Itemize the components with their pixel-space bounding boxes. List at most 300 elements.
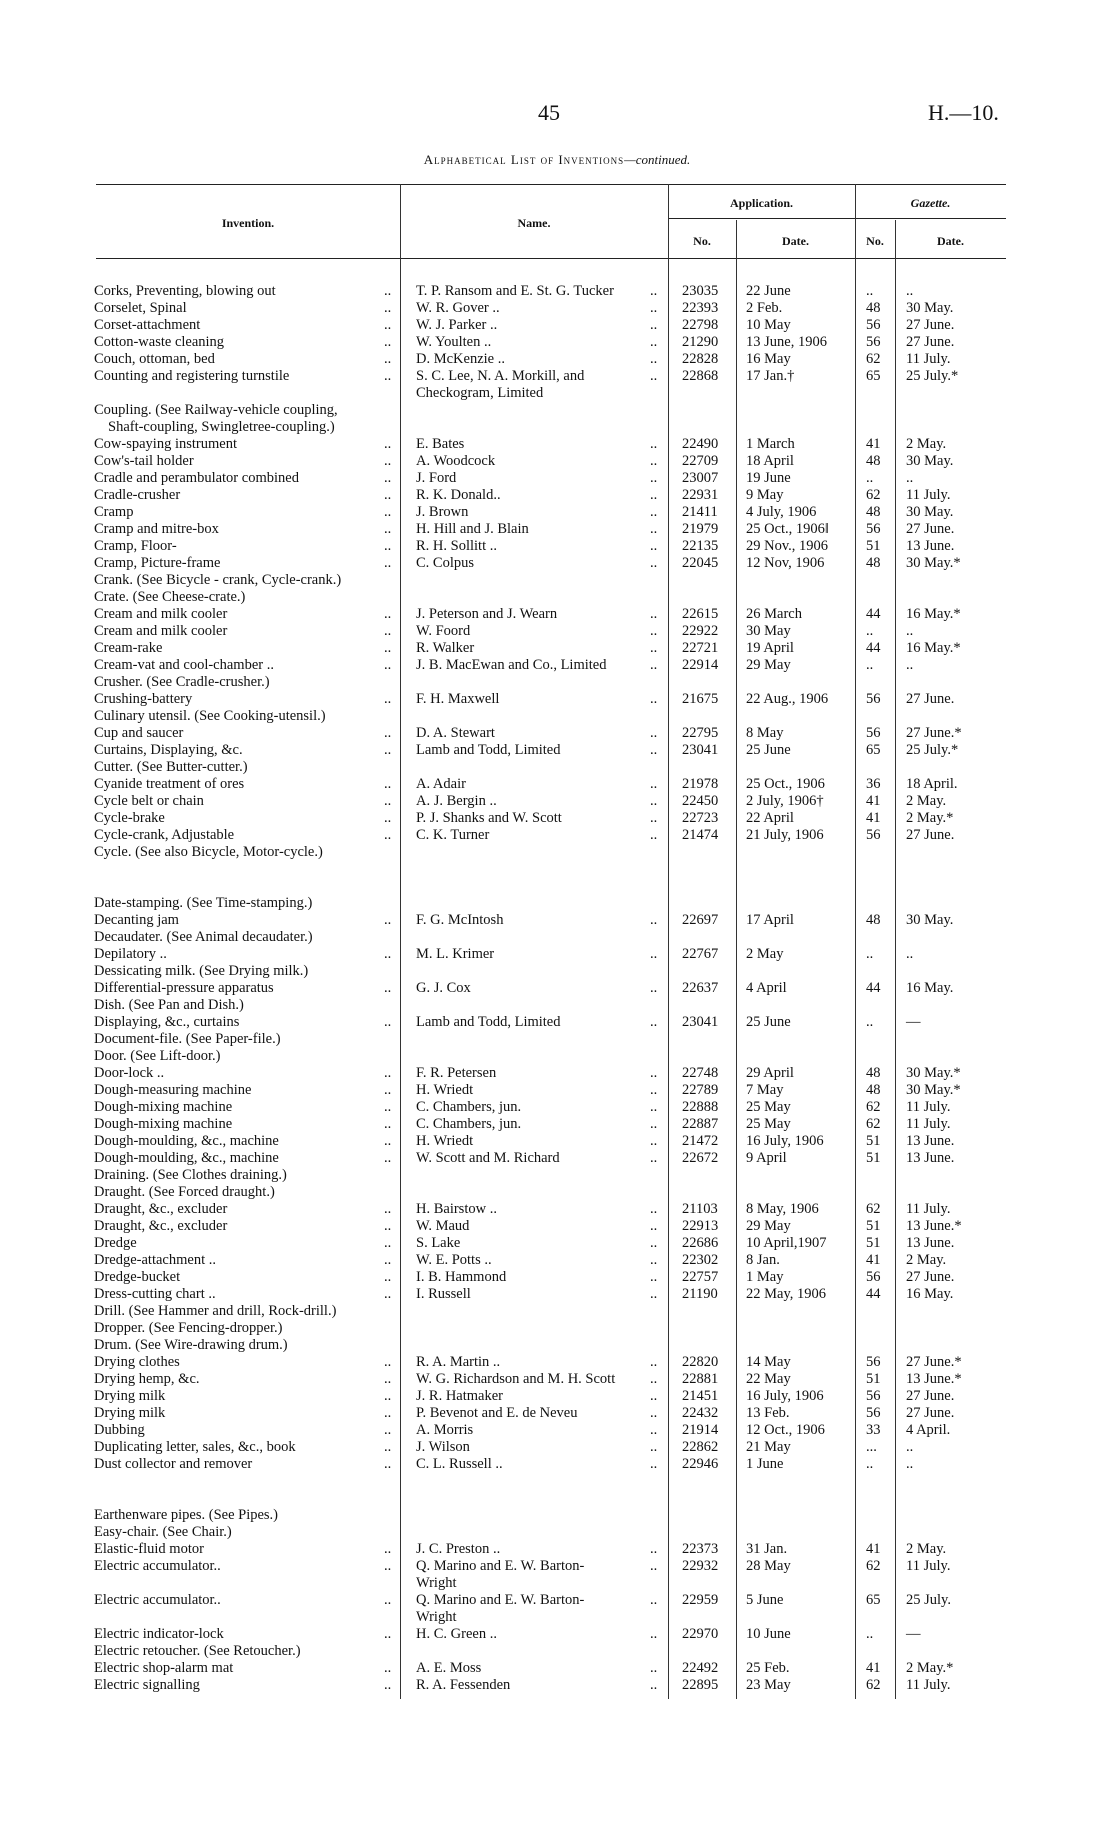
gazette-date: 2 May. (906, 1252, 947, 1268)
table-row (0, 1150, 1114, 1167)
application-number: 22709 (682, 453, 719, 469)
gazette-number: 56 (866, 725, 881, 741)
name-cell: W. E. Potts .. (416, 1252, 492, 1268)
application-date: 30 May (746, 623, 791, 639)
leader-dots: .. (650, 317, 658, 333)
leader-dots: .. (650, 521, 658, 537)
table-row (0, 436, 1114, 453)
gazette-date: 25 July.* (906, 368, 959, 384)
gazette-date: 13 June. (906, 538, 955, 554)
gazette-number: 56 (866, 1388, 881, 1404)
gazette-number: 51 (866, 1133, 881, 1149)
application-number: 22887 (682, 1116, 719, 1132)
table-row (0, 1337, 1114, 1354)
table-row (0, 351, 1114, 368)
gazette-number: .. (866, 283, 874, 299)
header-gaz-no: No. (866, 234, 884, 248)
name-cell: Wright (416, 1609, 457, 1625)
name-cell: W. G. Richardson and M. H. Scott (416, 1371, 616, 1387)
leader-dots: .. (384, 1677, 392, 1693)
invention-cell: Dish. (See Pan and Dish.) (94, 997, 244, 1013)
invention-cell: Draught, &c., excluder (94, 1201, 228, 1217)
invention-cell: Depilatory .. (94, 946, 167, 962)
table-row (0, 1320, 1114, 1337)
leader-dots: .. (650, 487, 658, 503)
page-title: Alphabetical List of Inventions—continued. (423, 152, 691, 167)
leader-dots: .. (384, 1150, 392, 1166)
name-cell: M. L. Krimer (416, 946, 495, 962)
leader-dots: .. (384, 300, 392, 316)
table-row (0, 1354, 1114, 1371)
application-date: 5 June (746, 1592, 784, 1608)
invention-cell: Cutter. (See Butter-cutter.) (94, 759, 248, 775)
page-number: 45 (538, 100, 560, 125)
invention-cell: Cream and milk cooler (94, 623, 228, 639)
invention-cell: Couch, ottoman, bed (94, 351, 215, 367)
application-date: 22 Aug., 1906 (746, 691, 829, 707)
application-date: 25 Oct., 1906‖ (746, 521, 830, 537)
table-row (0, 538, 1114, 555)
gazette-date: 2 May. (906, 1541, 947, 1557)
name-cell: J. R. Hatmaker (416, 1388, 503, 1404)
application-date: 1 June (746, 1456, 784, 1472)
invention-cell: Dough-moulding, &c., machine (94, 1150, 279, 1166)
invention-cell: Drying milk (94, 1388, 166, 1404)
invention-cell: Cyanide treatment of ores (94, 776, 245, 792)
application-number: 22914 (682, 657, 719, 673)
leader-dots: .. (384, 538, 392, 554)
invention-cell: Shaft-coupling, Swingletree-coupling.) (108, 419, 335, 435)
leader-dots: .. (650, 827, 658, 843)
gazette-date: 11 July. (906, 487, 951, 503)
leader-dots: .. (384, 453, 392, 469)
gazette-number: 56 (866, 317, 881, 333)
leader-dots: .. (650, 691, 658, 707)
gazette-date: .. (906, 470, 914, 486)
table-row (0, 283, 1114, 300)
table-row (0, 793, 1114, 810)
leader-dots: .. (384, 1218, 392, 1234)
name-cell: Q. Marino and E. W. Barton- (416, 1558, 585, 1574)
application-date: 25 Oct., 1906 (746, 776, 825, 792)
leader-dots: .. (650, 1371, 658, 1387)
gazette-number: 41 (866, 793, 881, 809)
application-date: 18 April (746, 453, 794, 469)
invention-cell: Dough-mixing machine (94, 1099, 233, 1115)
name-cell: J. Peterson and J. Wearn (416, 606, 558, 622)
gazette-number: 48 (866, 453, 881, 469)
application-date: 12 Nov, 1906 (746, 555, 825, 571)
application-date: 10 June (746, 1626, 791, 1642)
leader-dots: .. (650, 1405, 658, 1421)
gazette-number: 48 (866, 555, 881, 571)
leader-dots: .. (384, 1558, 392, 1574)
gazette-date: 2 May.* (906, 810, 954, 826)
leader-dots: .. (650, 1133, 658, 1149)
leader-dots: .. (650, 1252, 658, 1268)
leader-dots: .. (650, 1592, 658, 1608)
name-cell: J. Brown (416, 504, 469, 520)
table-row (0, 1405, 1114, 1422)
name-cell: J. C. Preston .. (416, 1541, 501, 1557)
invention-cell: Dessicating milk. (See Drying milk.) (94, 963, 309, 979)
header-gaz-date: Date. (937, 234, 964, 248)
gazette-number: 62 (866, 351, 881, 367)
invention-cell: Corset-attachment (94, 317, 201, 333)
application-number: 22697 (682, 912, 719, 928)
invention-cell: Curtains, Displaying, &c. (94, 742, 243, 758)
invention-cell: Dough-measuring machine (94, 1082, 252, 1098)
application-number: 22757 (682, 1269, 719, 1285)
invention-cell: Counting and registering turnstile (94, 368, 290, 384)
leader-dots: .. (650, 912, 658, 928)
leader-dots: .. (384, 487, 392, 503)
name-cell: Lamb and Todd, Limited (416, 1014, 561, 1030)
application-number: 22135 (682, 538, 719, 554)
table-row (0, 1456, 1114, 1473)
gazette-date: 2 May. (906, 793, 947, 809)
application-number: 22492 (682, 1660, 719, 1676)
table-row (0, 827, 1114, 844)
gazette-date: 30 May.* (906, 1065, 961, 1081)
gazette-number: 51 (866, 1371, 881, 1387)
leader-dots: .. (384, 1014, 392, 1030)
gazette-date: 27 June. (906, 1405, 955, 1421)
leader-dots: .. (650, 1456, 658, 1472)
gazette-number: .. (866, 946, 874, 962)
gazette-date: 27 June. (906, 1269, 955, 1285)
table-row (0, 1439, 1114, 1456)
application-number: 22450 (682, 793, 719, 809)
gazette-date: 4 April. (906, 1422, 951, 1438)
invention-cell: Electric accumulator.. (94, 1592, 221, 1608)
application-number: 21675 (682, 691, 719, 707)
gazette-number: .. (866, 1626, 874, 1642)
application-number: 22045 (682, 555, 719, 571)
gazette-date: 27 June. (906, 317, 955, 333)
invention-cell: Drum. (See Wire-drawing drum.) (94, 1337, 288, 1353)
gazette-date: 11 July. (906, 1116, 951, 1132)
gazette-number: .. (866, 1456, 874, 1472)
application-number: 22789 (682, 1082, 719, 1098)
name-cell: Checkogram, Limited (416, 385, 544, 401)
gazette-date: 13 June.* (906, 1371, 962, 1387)
gazette-number: 41 (866, 436, 881, 452)
leader-dots: .. (650, 504, 658, 520)
gazette-number: 44 (866, 980, 881, 996)
invention-cell: Cycle-brake (94, 810, 165, 826)
application-number: 22373 (682, 1541, 719, 1557)
gazette-number: 41 (866, 1541, 881, 1557)
gazette-date: 30 May. (906, 300, 954, 316)
table-row (0, 1269, 1114, 1286)
name-cell: C. Chambers, jun. (416, 1099, 522, 1115)
invention-cell: Electric shop-alarm mat (94, 1660, 234, 1676)
table-row (0, 589, 1114, 606)
leader-dots: .. (384, 606, 392, 622)
application-number: 22881 (682, 1371, 719, 1387)
leader-dots: .. (650, 538, 658, 554)
gazette-date: 13 June. (906, 1133, 955, 1149)
table-row (0, 708, 1114, 725)
leader-dots: .. (384, 521, 392, 537)
invention-cell: Decanting jam (94, 912, 179, 928)
application-date: 4 July, 1906 (746, 504, 817, 520)
gazette-date: .. (906, 623, 914, 639)
name-cell: J. Wilson (416, 1439, 470, 1455)
invention-cell: Crushing-battery (94, 691, 193, 707)
application-number: 21474 (682, 827, 719, 843)
gazette-number: 48 (866, 1065, 881, 1081)
application-date: 22 April (746, 810, 794, 826)
leader-dots: .. (650, 334, 658, 350)
leader-dots: .. (384, 1354, 392, 1370)
gazette-date: .. (906, 1456, 914, 1472)
leader-dots: .. (650, 1422, 658, 1438)
invention-cell: Draining. (See Clothes draining.) (94, 1167, 287, 1183)
table-row (0, 1014, 1114, 1031)
name-cell: P. J. Shanks and W. Scott (416, 810, 562, 826)
name-cell: R. K. Donald.. (416, 487, 501, 503)
gazette-number: 51 (866, 1218, 881, 1234)
name-cell: D. McKenzie .. (416, 351, 505, 367)
leader-dots: .. (650, 606, 658, 622)
leader-dots: .. (384, 334, 392, 350)
table-row (0, 487, 1114, 504)
gazette-number: 62 (866, 1558, 881, 1574)
invention-cell: Crusher. (See Cradle-crusher.) (94, 674, 270, 690)
invention-cell: Coupling. (See Railway-vehicle coupling, (94, 402, 338, 418)
table-row (0, 963, 1114, 980)
invention-cell: Cradle and perambulator combined (94, 470, 299, 486)
name-cell: W. Foord (416, 623, 471, 639)
gazette-date: 16 May. (906, 1286, 954, 1302)
application-date: 23 May (746, 1677, 791, 1693)
application-number: 23041 (682, 1014, 719, 1030)
application-number: 21451 (682, 1388, 719, 1404)
leader-dots: .. (650, 810, 658, 826)
application-number: 23007 (682, 470, 719, 486)
application-number: 22723 (682, 810, 719, 826)
leader-dots: .. (384, 1422, 392, 1438)
application-date: 26 March (746, 606, 802, 622)
name-cell: W. Maud (416, 1218, 470, 1234)
leader-dots: .. (384, 555, 392, 571)
invention-cell: Elastic-fluid motor (94, 1541, 204, 1557)
leader-dots: .. (650, 1439, 658, 1455)
application-date: 17 Jan.† (746, 368, 795, 384)
name-cell: F. H. Maxwell (416, 691, 500, 707)
gazette-number: 48 (866, 300, 881, 316)
application-number: 22922 (682, 623, 719, 639)
leader-dots: .. (650, 1660, 658, 1676)
gazette-number: 56 (866, 1354, 881, 1370)
leader-dots: .. (650, 793, 658, 809)
table-row (0, 997, 1114, 1014)
table-row (0, 1592, 1114, 1609)
invention-cell: Cramp and mitre-box (94, 521, 219, 537)
invention-cell: Dust collector and remover (94, 1456, 253, 1472)
leader-dots: .. (384, 1405, 392, 1421)
application-number: 21472 (682, 1133, 719, 1149)
table-row (0, 1065, 1114, 1082)
application-number: 21190 (682, 1286, 718, 1302)
gazette-date: 27 June. (906, 691, 955, 707)
gazette-date: 27 June.* (906, 725, 962, 741)
invention-cell: Dough-moulding, &c., machine (94, 1133, 279, 1149)
table-row (0, 1116, 1114, 1133)
application-date: 1 May (746, 1269, 784, 1285)
name-cell: E. Bates (416, 436, 465, 452)
gazette-number: .. (866, 470, 874, 486)
leader-dots: .. (650, 1201, 658, 1217)
leader-dots: .. (384, 1286, 392, 1302)
gazette-number: 65 (866, 742, 881, 758)
leader-dots: .. (650, 555, 658, 571)
gazette-date: 27 June.* (906, 1354, 962, 1370)
invention-cell: Crank. (See Bicycle - crank, Cycle-crank.) (94, 572, 342, 588)
table-row (0, 1167, 1114, 1184)
name-cell: A. J. Bergin .. (416, 793, 497, 809)
gazette-date: 18 April. (906, 776, 958, 792)
leader-dots: .. (650, 1677, 658, 1693)
application-number: 22959 (682, 1592, 719, 1608)
gazette-date: 13 June. (906, 1150, 955, 1166)
application-date: 29 April (746, 1065, 794, 1081)
invention-cell: Document-file. (See Paper-file.) (94, 1031, 281, 1047)
leader-dots: .. (384, 283, 392, 299)
application-number: 22490 (682, 436, 719, 452)
gazette-date: 13 June. (906, 1235, 955, 1251)
leader-dots: .. (384, 1116, 392, 1132)
application-date: 19 June (746, 470, 791, 486)
table-row (0, 385, 1114, 402)
table-row (0, 1218, 1114, 1235)
table-row (0, 1371, 1114, 1388)
leader-dots: .. (650, 725, 658, 741)
application-number: 21411 (682, 504, 718, 520)
gazette-date: 27 June. (906, 521, 955, 537)
application-number: 22932 (682, 1558, 719, 1574)
gazette-number: 65 (866, 1592, 881, 1608)
name-cell: C. K. Turner (416, 827, 490, 843)
application-date: 4 April (746, 980, 787, 996)
leader-dots: .. (650, 640, 658, 656)
invention-cell: Door. (See Lift-door.) (94, 1048, 221, 1064)
application-number: 22302 (682, 1252, 719, 1268)
invention-cell: Decaudater. (See Animal decaudater.) (94, 929, 313, 945)
application-number: 22970 (682, 1626, 719, 1642)
gazette-number: 56 (866, 827, 881, 843)
application-date: 25 June (746, 742, 791, 758)
gazette-number: ... (866, 1439, 877, 1455)
gazette-number: 48 (866, 504, 881, 520)
gazette-date: 25 July.* (906, 742, 959, 758)
table-row (0, 402, 1114, 419)
gazette-number: 41 (866, 1252, 881, 1268)
leader-dots: .. (384, 810, 392, 826)
application-number: 22748 (682, 1065, 719, 1081)
application-date: 8 Jan. (746, 1252, 780, 1268)
application-date: 31 Jan. (746, 1541, 788, 1557)
leader-dots: .. (650, 1218, 658, 1234)
leader-dots: .. (650, 742, 658, 758)
table-row (0, 419, 1114, 436)
application-date: 29 May (746, 1218, 791, 1234)
application-number: 21978 (682, 776, 719, 792)
leader-dots: .. (384, 623, 392, 639)
name-cell: I. Russell (416, 1286, 471, 1302)
invention-cell: Cycle. (See also Bicycle, Motor-cycle.) (94, 844, 323, 860)
gazette-date: 11 July. (906, 1558, 951, 1574)
header-bottom-rule (96, 258, 1006, 259)
invention-cell: Displaying, &c., curtains (94, 1014, 240, 1030)
gazette-date: 30 May. (906, 504, 954, 520)
table-row (0, 606, 1114, 623)
header-app-no: No. (693, 234, 711, 248)
gazette-number: 51 (866, 538, 881, 554)
name-cell: R. Walker (416, 640, 475, 656)
leader-dots: .. (384, 1099, 392, 1115)
gazette-number: 62 (866, 1099, 881, 1115)
name-cell: W. Scott and M. Richard (416, 1150, 560, 1166)
gazette-date: .. (906, 946, 914, 962)
table-row (0, 1133, 1114, 1150)
table-row (0, 895, 1114, 912)
invention-cell: Electric accumulator.. (94, 1558, 221, 1574)
invention-cell: Drying clothes (94, 1354, 180, 1370)
name-cell: R. A. Fessenden (416, 1677, 511, 1693)
gazette-number: 48 (866, 1082, 881, 1098)
gazette-number: 51 (866, 1150, 881, 1166)
table-row (0, 1558, 1114, 1575)
table-row (0, 1184, 1114, 1201)
table-row (0, 1660, 1114, 1677)
leader-dots: .. (384, 1541, 392, 1557)
header-app-date: Date. (782, 234, 809, 248)
invention-cell: Cramp, Picture-frame (94, 555, 221, 571)
gazette-date: 16 May.* (906, 640, 961, 656)
leader-dots: .. (650, 657, 658, 673)
gazette-date: 2 May.* (906, 1660, 954, 1676)
name-cell: C. Colpus (416, 555, 475, 571)
gazette-number: .. (866, 657, 874, 673)
table-row (0, 1575, 1114, 1592)
subheader-rule (668, 218, 1006, 219)
leader-dots: .. (384, 912, 392, 928)
name-cell: A. Woodcock (416, 453, 496, 469)
invention-cell: Dubbing (94, 1422, 145, 1438)
leader-dots: .. (384, 946, 392, 962)
table-row (0, 470, 1114, 487)
invention-cell: Cramp (94, 504, 134, 520)
application-date: 14 May (746, 1354, 791, 1370)
invention-cell: Cotton-waste cleaning (94, 334, 225, 350)
gazette-date: .. (906, 283, 914, 299)
table-row (0, 759, 1114, 776)
table-row (0, 453, 1114, 470)
leader-dots: .. (650, 776, 658, 792)
leader-dots: .. (650, 1354, 658, 1370)
application-date: 25 Feb. (746, 1660, 790, 1676)
invention-cell: Corks, Preventing, blowing out (94, 283, 276, 299)
gazette-number: 62 (866, 1116, 881, 1132)
application-number: 22862 (682, 1439, 719, 1455)
leader-dots: .. (384, 1439, 392, 1455)
gazette-date: 27 June. (906, 1388, 955, 1404)
application-date: 12 Oct., 1906 (746, 1422, 825, 1438)
application-date: 21 May (746, 1439, 791, 1455)
